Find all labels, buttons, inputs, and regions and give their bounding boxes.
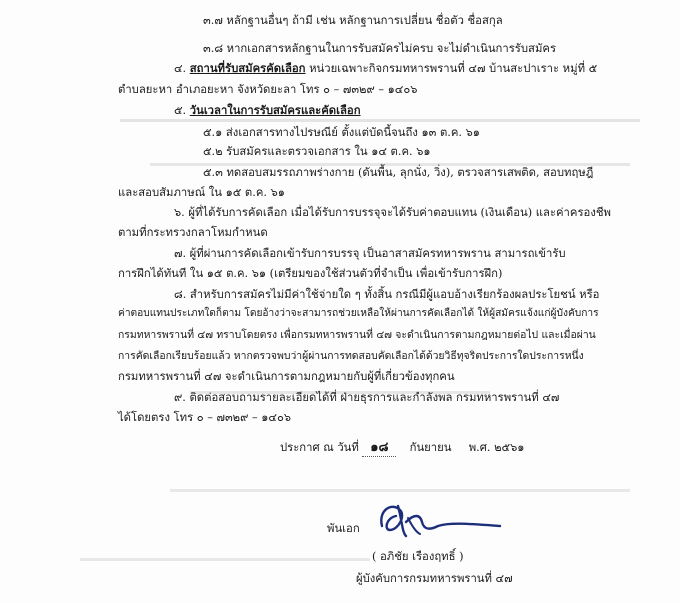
item-4: [174, 62, 597, 76]
item-9-line-2: ได้โดยตรง โทร ๐ – ๗๓๒๙ – ๑๔๐๖: [118, 411, 292, 424]
item-4-heading: สถานที่รับสมัครคัดเลือก: [189, 61, 306, 75]
item-8-line-2: ค่าตอบแทนประเภทใดก็ตาม โดยอ้างว่าจะสามารถช่วยเหลือให้ผ่านการคัดเลือกได้ ให้ผู้สมัครแจ้งแก่ผู้บังคับการ: [118, 308, 599, 319]
item-9: ๙. ติดต่อสอบถามรายละเอียดได้ที่ ฝ่ายธุรการและกำลังพล กรมทหารพรานที่ ๔๗: [174, 391, 560, 404]
item-3-7: ๓.๗ หลักฐานอื่นๆ ถ้ามี เช่น หลักฐานการเปลี่ยน ชื่อตัว ชื่อสกุล: [203, 14, 503, 27]
signer-title: ผู้บังคับการกรมทหารพรานที่ ๔๗: [356, 572, 513, 585]
item-5-heading: วันเวลาในการรับสมัครและคัดเลือก: [189, 103, 361, 117]
item-5-number: ๕.: [174, 104, 187, 117]
item-5-2: ๕.๒ รับสมัครและตรวจเอกสาร ใน ๑๔ ต.ค. ๖๑: [203, 145, 431, 158]
item-5-3: ๕.๓ ทดสอบสมรรถภาพร่างกาย (ดันพื้น, ลุกนั่ง, วิ่ง), ตรวจสารเสพติด, สอบทฤษฎี: [203, 166, 594, 179]
item-7: ๗. ผู้ที่ผ่านการคัดเลือกเข้ารับการบรรจุ เป็นอาสาสมัครทหารพราน สามารถเข้ารับ: [174, 247, 566, 260]
announcement-year: พ.ศ. ๒๕๖๑: [468, 441, 525, 454]
item-4-number: ๔.: [174, 62, 187, 75]
item-8-line-3: กรมทหารพรานที่ ๔๗ ทราบโดยตรง เพื่อกรมทหารพรานที่ ๔๗ จะดำเนินการตามกฎหมายต่อไป และเมื่อผ่าน: [118, 329, 596, 341]
item-8: ๘. สำหรับการสมัครไม่มีค่าใช้จ่ายใด ๆ ทั้งสิ้น กรณีมีผู้แอบอ้างเรียกร้องผลประโยชน์ หรือ: [174, 288, 600, 301]
announcement-month: กันยายน: [409, 441, 452, 454]
signer-name: ( อภิชัย เรืองฤทธิ์ ): [372, 550, 464, 563]
item-8-line-4: การคัดเลือกเรียบร้อยแล้ว หากตรวจพบว่าผู้ผ่านการทดสอบคัดเลือกได้ด้วยวิธีทุจริตประการใดประการหนึ่ง: [118, 350, 584, 362]
announcement-prefix: ประกาศ ณ วันที่: [280, 441, 359, 454]
announcement-day: ๑๘: [362, 440, 396, 457]
item-5-3-line-2: และสอบสัมภาษณ์ ใน ๑๕ ต.ค. ๖๑: [118, 186, 285, 199]
announcement-date: [280, 440, 524, 457]
signer-rank: พันเอก: [327, 522, 360, 535]
item-5: [174, 104, 361, 118]
item-6-line-2: ตามที่กระทรวงกลาโหมกำหนด: [118, 226, 268, 239]
bleed-through-mark: [60, 555, 660, 565]
item-4-line-2: ตำบลยะหา อำเภอยะหา จังหวัดยะลา โทร ๐ – ๗๓๒๙ – ๑๔๐๖: [118, 83, 418, 96]
bleed-through-mark: [60, 486, 660, 496]
item-8-line-5: กรมทหารพรานที่ ๔๗ จะดำเนินการตามกฎหมายกับผู้ที่เกี่ยวข้องทุกคน: [118, 370, 455, 383]
item-7-line-2: การฝึกได้ทันที ใน ๑๕ ต.ค. ๖๑ (เตรียมของใช้ส่วนตัวที่จำเป็น เพื่อเข้ารับการฝึก): [118, 267, 503, 280]
item-3-8: ๓.๘ หากเอกสารหลักฐานในการรับสมัครไม่ครบ จะไม่ดำเนินการรับสมัคร: [203, 42, 557, 55]
item-5-1: ๕.๑ ส่งเอกสารทางไปรษณีย์ ตั้งแต่บัดนี้จนถึง ๑๓ ต.ค. ๖๑: [203, 126, 480, 139]
item-6: ๖. ผู้ที่ได้รับการคัดเลือก เมื่อได้รับการบรรจุจะได้รับค่าตอบแทน (เงินเดือน) และค่าครองชีพ: [174, 206, 611, 219]
signature-image: [368, 496, 508, 546]
item-4-text: หน่วยเฉพาะกิจกรมทหารพรานที่ ๔๗ บ้านสะปาเราะ หมู่ที่ ๕: [309, 62, 598, 75]
